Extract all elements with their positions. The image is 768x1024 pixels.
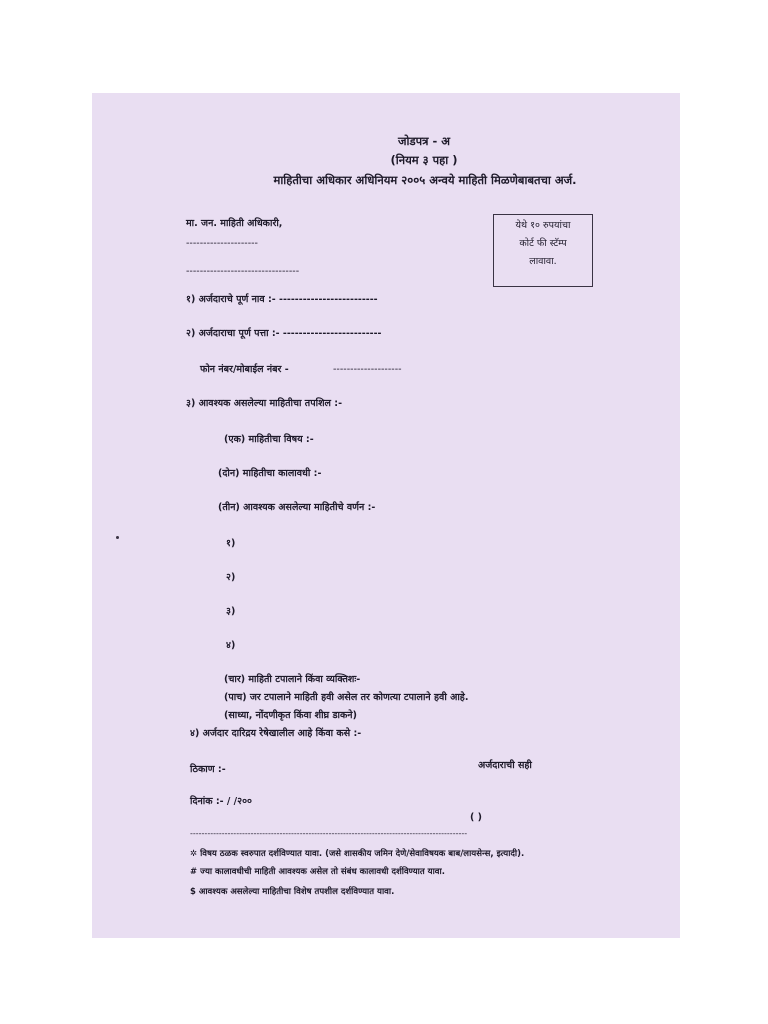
field-post-mode: (पाच) जर टपालाने माहिती हवी असेल तर कोणत्या टपालाने हवी आहे. (224, 692, 469, 703)
form-title: जोडपत्र - अ (397, 134, 451, 148)
field-details: ३) आवश्यक असलेल्या माहितीचा तपशिल :- (186, 398, 343, 409)
field-name: १) अर्जदाराचे पूर्ण नाव :- ------------------------- (186, 294, 378, 305)
field-subject: (एक) माहितीचा विषय :- (224, 434, 314, 445)
field-address: २) अर्जदाराचा पूर्ण पत्ता :- ------------------------- (186, 328, 382, 339)
stamp-line3: लावावा. (529, 256, 557, 267)
addressee-line1: मा. जन. माहिती अधिकारी, (186, 218, 283, 229)
field-delivery: (चार) माहिती टपालाने किंवा व्यक्तिशः- (224, 674, 361, 685)
form-subtitle: माहितीचा अधिकार अधिनियम २००५ अन्वये माहिती मिळणेबाबतचा अर्ज. (273, 173, 577, 187)
stamp-box (493, 214, 593, 287)
field-phone-label: फोन नंबर/मोबाईल नंबर - (200, 364, 289, 375)
note-1: ✲ विषय ठळक स्वरुपात दर्शविण्यात यावा. (जसे शासकीय जमिन देणे/सेवाविषयक बाब/लायसेन्स, इत्यादी). (190, 849, 525, 859)
form-rule: (नियम ३ पहा ) (390, 153, 458, 167)
field-bpl: ४) अर्जदार दारिद्रय रेषेखालील आहे किंवा कसे :- (190, 728, 362, 739)
list-item-3: ३) (226, 606, 236, 617)
footer-divider: ------------------------------------------------------------------------------------------------ (190, 829, 468, 838)
field-period: (दोन) माहितीचा कालावधी :- (218, 468, 322, 479)
field-description: (तीन) आवश्यक असलेल्या माहितीचे वर्णन :- (218, 502, 376, 513)
list-item-4: ४) (226, 640, 236, 651)
addressee-line3: --------------------------------- (186, 266, 300, 277)
note-3: $ आवश्यक असलेल्या माहितीचा विशेष तपशील दर्शविण्यात यावा. (190, 887, 395, 897)
field-post-types: (साध्या, नोंदणीकृत किंवा शीघ्र डाकने) (224, 710, 357, 721)
stamp-line1: येथे १० रुपयांचा (515, 220, 571, 231)
list-item-1: १) (226, 538, 236, 549)
footer-signature: अर्जदाराची सही (478, 760, 532, 771)
footer-name-brackets: ( ) (470, 812, 482, 823)
footer-date: दिनांक :- / /२०० (190, 796, 252, 807)
list-item-2: २) (226, 572, 236, 583)
note-2: # ज्या कालावधीची माहिती आवश्यक असेल तो संबंध कालावधी दर्शविण्यात यावा. (190, 867, 445, 877)
footer-place: ठिकाण :- (190, 764, 226, 775)
field-phone-dashes: -------------------- (333, 364, 402, 375)
addressee-line2: --------------------- (186, 238, 258, 249)
stamp-line2: कोर्ट फी स्टॅम्प (519, 238, 567, 249)
ink-speck (116, 536, 119, 539)
